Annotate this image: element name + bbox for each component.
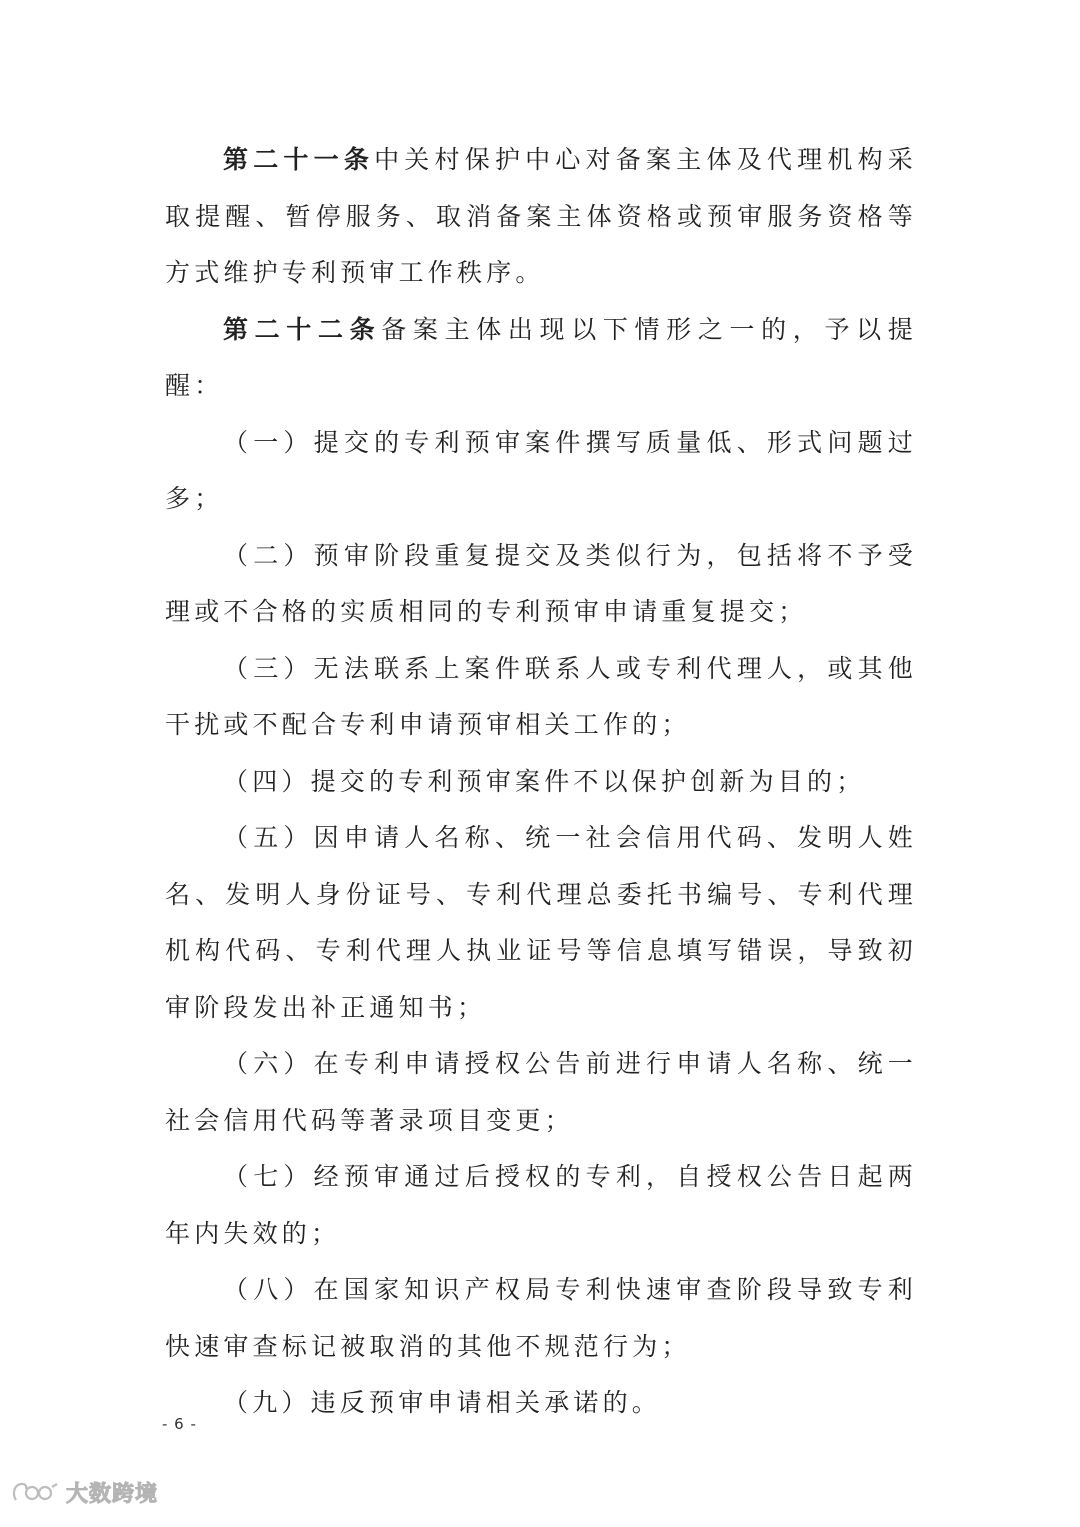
list-item: （二）预审阶段重复提交及类似行为，包括将不予受理或不合格的实质相同的专利预审申请重复提交； bbox=[165, 540, 917, 626]
list-item: （一）提交的专利预审案件撰写质量低、形式问题过多； bbox=[165, 427, 917, 513]
list-item: （四）提交的专利预审案件不以保护创新为目的； bbox=[223, 766, 866, 796]
page-number: - 6 - bbox=[162, 1415, 197, 1433]
article-21 bbox=[165, 132, 917, 302]
list-item: （三）无法联系上案件联系人或专利代理人，或其他干扰或不配合专利申请预审相关工作的； bbox=[165, 653, 917, 739]
watermark bbox=[10, 1477, 158, 1508]
article-22-title: 第二十二条 bbox=[223, 314, 382, 344]
list-item: （九）违反预审申请相关承诺的。 bbox=[223, 1388, 662, 1417]
list-item: （五）因申请人名称、统一社会信用代码、发明人姓名、发明人身份证号、专利代理总委托书编号、专利代理机构代码、专利代理人执业证号等信息填写错误，导致初审阶段发出补正通知书； bbox=[165, 823, 917, 1022]
article-22-text: 备案主体出现以下情形之一的，予以提醒： bbox=[165, 314, 917, 400]
article-21-title: 第二十一条 bbox=[223, 145, 375, 174]
list-item: （八）在国家知识产权局专利快速审查阶段导致专利快速审查标记被取消的其他不规范行为； bbox=[165, 1275, 917, 1361]
watermark-text: 大数跨境 bbox=[66, 1482, 159, 1507]
logo-icon bbox=[10, 1480, 60, 1506]
document-body bbox=[165, 132, 917, 1432]
article-21-text: 中关村保护中心对备案主体及代理机构采取提醒、暂停服务、取消备案主体资格或预审服务资格等方式维护专利预审工作秩序。 bbox=[165, 145, 917, 287]
article-22 bbox=[165, 302, 917, 415]
list-item: （七）经预审通过后授权的专利，自授权公告日起两年内失效的； bbox=[165, 1162, 917, 1248]
list-item: （六）在专利申请授权公告前进行申请人名称、统一社会信用代码等著录项目变更； bbox=[165, 1049, 917, 1135]
